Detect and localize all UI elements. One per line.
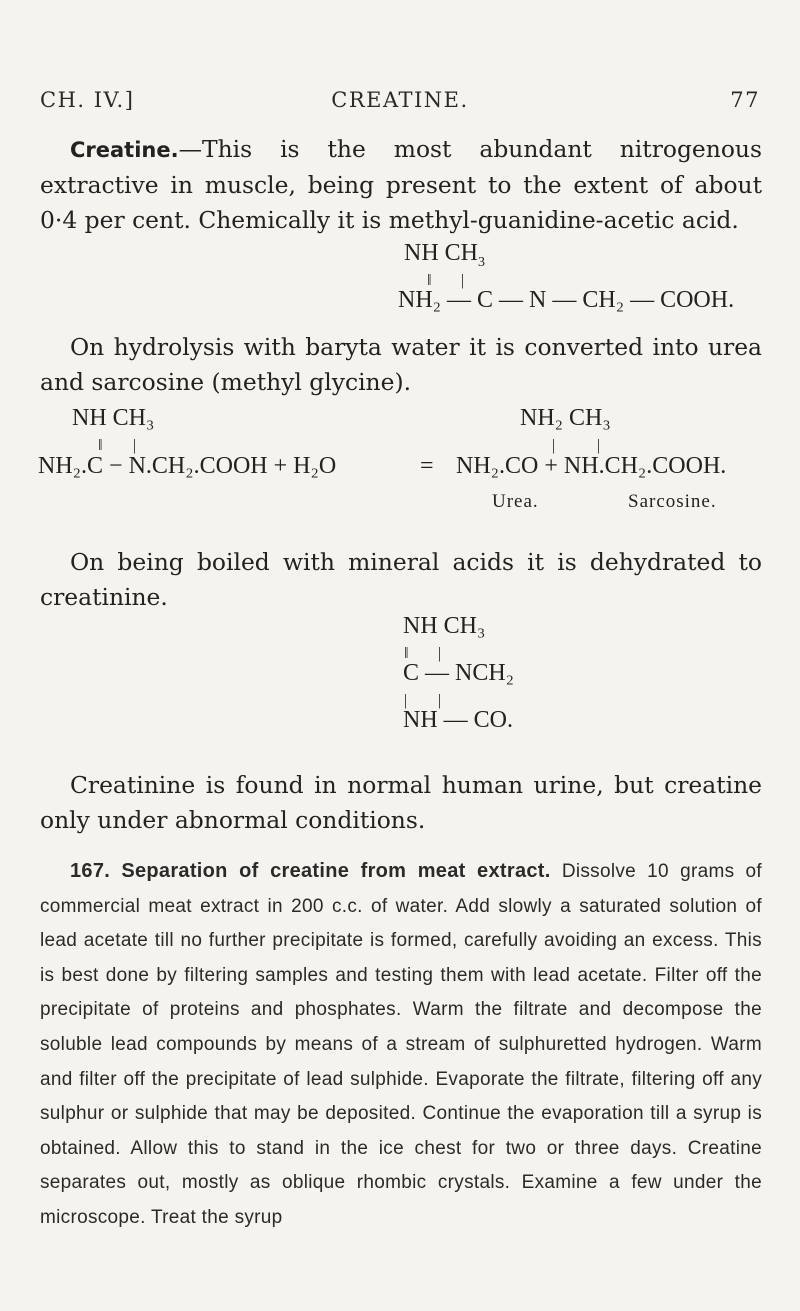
creatinine-line3: NH — CO. [403, 707, 514, 733]
creatinine-paragraph: Creatinine is found in normal human urine, but creatine only under abnormal conditions. [40, 771, 762, 834]
double-bond-mark: ‖ [427, 272, 432, 289]
creatine-formula-top: NH $CH_3$ [404, 240, 486, 270]
chapter-label: CH. IV.] [40, 88, 135, 112]
hydrolysis-paragraph: On hydrolysis with baryta water it is converted into urea and sarcosine (methyl glycine). [40, 333, 762, 396]
product-bond-1: | [552, 437, 556, 454]
product-bond-2: | [597, 437, 601, 454]
section-167 [40, 854, 762, 1236]
reactant-main: NH₂.C − N.CH₂.COOH + H₂O [38, 453, 337, 479]
creatinine-line1: NH CH₃ [403, 613, 486, 639]
creatinine-bond-c: | [438, 692, 442, 709]
reactant-double-bond: ‖ [98, 437, 103, 454]
section-number: 167. [70, 860, 111, 882]
reactant-top: NH CH₃ [72, 405, 155, 431]
intro-paragraph [40, 132, 762, 238]
single-bond-mark: | [461, 272, 465, 289]
running-header [40, 88, 760, 118]
creatinine-double-bond: ‖ [404, 645, 409, 662]
section-heading: Separation of creatine from meat extract. [121, 860, 551, 882]
reactant-single-bond: | [133, 437, 137, 454]
intro-text: —This is the most abundant nitrogenous extractive in muscle, being present to the extent of about 0·4 per cent. Chemically it is methyl-guanidine-acetic acid. [40, 135, 762, 234]
product-top: NH₂ CH₃ [520, 405, 611, 431]
creatine-run-head: Creatine. [70, 138, 179, 162]
hydrolysis-reaction [0, 405, 800, 535]
product-main: NH₂.CO + NH.CH₂.COOH. [456, 453, 727, 479]
creatine-formula-main: NH₂ — C — N — CH₂ — COOH. [398, 287, 735, 313]
creatinine-bond-b: | [404, 692, 408, 709]
creatinine-formula [0, 613, 800, 763]
creatinine-line2: C — NCH₂ [403, 660, 515, 686]
dehydration-paragraph: On being boiled with mineral acids it is dehydrated to creatinine. [40, 548, 762, 611]
creatinine-bond-a: | [438, 645, 442, 662]
sarcosine-label: Sarcosine. [628, 491, 717, 512]
equals-sign: = [420, 453, 434, 479]
urea-label: Urea. [492, 491, 539, 512]
creatine-formula [0, 240, 800, 320]
page-number: 77 [730, 88, 760, 112]
section-body: Dissolve 10 grams of commercial meat extract in 200 c.c. of water. Add slowly a saturated solution of lead acetate till no further precipitate is formed, carefully avoiding an excess. This is best done by filtering samples and testing them with lead acetate. Filter off the precipitate of proteins and phosphates. Warm the filtrate and decompose the soluble lead compounds by means of a stream of sulphuretted hydrogen. Warm and filter off the precipitate of lead sulphide. Evaporate the filtrate, filtering off any sulphur or sulphide that may be deposited. Continue the evaporation till a syrup is obtained. Allow this to stand in the ice chest for two or three days. Creatine separates out, mostly as oblique rhombic crystals. Examine a few under the microscope. Treat the syrup [40, 861, 762, 1228]
section-title: CREATINE. [331, 88, 469, 112]
